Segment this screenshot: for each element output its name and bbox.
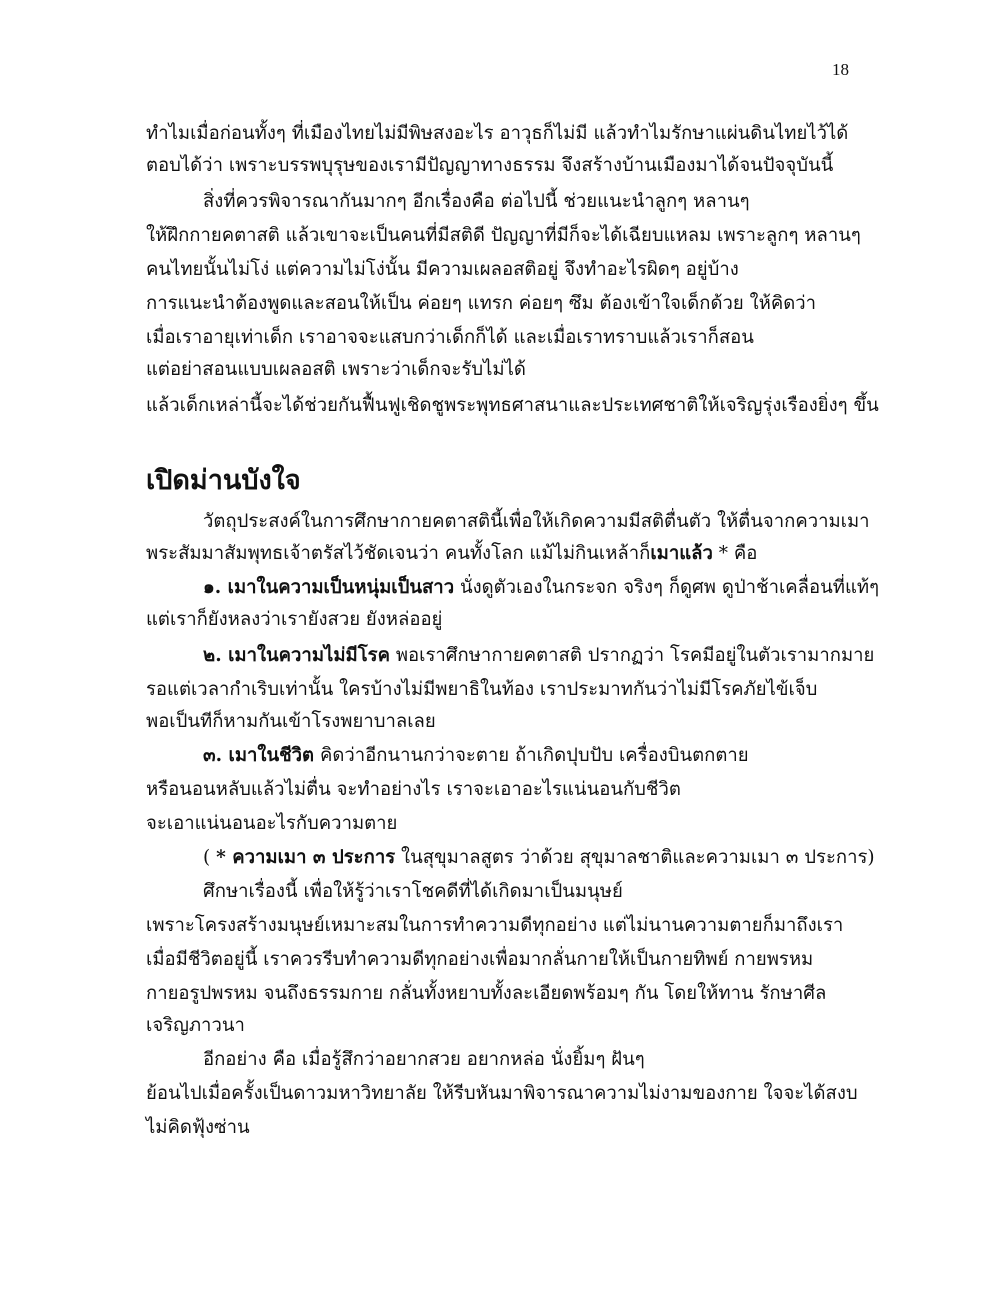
text-line: เมื่อเราอายุเท่าเด็ก เราอาจจะแสบกว่าเด็กก็ได้ และเมื่อเราทราบแล้วเราก็สอน — [146, 327, 754, 348]
text-line: ให้ฝึกกายคตาสติ แล้วเขาจะเป็นคนที่มีสติดี ปัญญาที่มีก็จะได้เฉียบแหลม เพราะลูกๆ หลานๆ — [146, 225, 861, 246]
text-line: การแนะนำต้องพูดและสอนให้เป็น ค่อยๆ แทรก ค่อยๆ ซึม ต้องเข้าใจเด็กด้วย ให้คิดว่า — [146, 293, 817, 314]
list-item: ๒. เมาในความไม่มีโรค พอเราศึกษากายคตาสติ ปรากฏว่า โรคมีอยู่ในตัวเรามากมาย — [203, 645, 875, 666]
emphasis: เมาแล้ว — [650, 543, 713, 564]
text-line: ไม่คิดฟุ้งซ่าน — [146, 1117, 250, 1138]
text-line: กายอรูปพรหม จนถึงธรรมกาย กลั่นทั้งหยาบทั้งละเอียดพร้อมๆ กัน โดยให้ทาน รักษาศีล — [146, 983, 827, 1004]
text-line: พระสัมมาสัมพุทธเจ้าตรัสไว้ชัดเจนว่า คนทั้งโลก แม้ไม่กินเหล้าก็เมาแล้ว * คือ — [146, 543, 758, 564]
list-item-heading: ๑. เมาในความเป็นหนุ่มเป็นสาว — [203, 577, 455, 598]
text-line: สิ่งที่ควรพิจารณากันมากๆ อีกเรื่องคือ ต่อไปนี้ ช่วยแนะนำลูกๆ หลานๆ — [203, 191, 750, 212]
text-line: ทำไมเมื่อก่อนทั้งๆ ที่เมืองไทยไม่มีพิษสงอะไร อาวุธก็ไม่มี แล้วทำไมรักษาแผ่นดินไทยไว้ได้ — [146, 123, 849, 144]
text-line: อีกอย่าง คือ เมื่อรู้สึกว่าอยากสวย อยากหล่อ นั่งยิ้มๆ ฝันๆ — [203, 1049, 645, 1070]
page-number: 18 — [832, 60, 849, 79]
text-line: แล้วเด็กเหล่านี้จะได้ช่วยกันฟื้นฟูเชิดชูพระพุทธศาสนาและประเทศชาติให้เจริญรุ่งเรืองยิ่งๆ ขึ้น — [146, 395, 879, 416]
text-line: จะเอาแน่นอนอะไรกับความตาย — [146, 813, 398, 834]
text-line: แต่เราก็ยังหลงว่าเรายังสวย ยังหล่ออยู่ — [146, 609, 443, 630]
text-line: วัตถุประสงค์ในการศึกษากายคตาสตินี้เพื่อให้เกิดความมีสติตื่นตัว ให้ตื่นจากความเมา — [203, 511, 870, 532]
text-line: เมื่อมีชีวิตอยู่นี้ เราควรรีบทำความดีทุกอย่างเพื่อมากลั่นกายให้เป็นกายทิพย์ กายพรหม — [146, 949, 814, 970]
list-item-heading: ๓. เมาในชีวิต — [203, 745, 315, 766]
text-line: หรือนอนหลับแล้วไม่ตื่น จะทำอย่างไร เราจะเอาอะไรแน่นอนกับชีวิต — [146, 779, 681, 800]
footnote: ( * ความเมา ๓ ประการ ในสุขุมาลสูตร ว่าด้วย สุขุมาลชาติและความเมา ๓ ประการ) — [203, 847, 875, 868]
text-line: เจริญภาวนา — [146, 1015, 245, 1036]
text-line: คนไทยนั้นไม่โง่ แต่ความไม่โง่นั้น มีความเผลอสติอยู่ จึงทำอะไรผิดๆ อยู่บ้าง — [146, 259, 739, 280]
footnote-heading: * ความเมา ๓ ประการ — [216, 847, 396, 868]
text-line: ตอบได้ว่า เพราะบรรพบุรุษของเรามีปัญญาทางธรรม จึงสร้างบ้านเมืองมาได้จนปัจจุบันนี้ — [146, 155, 834, 176]
text-line: เพราะโครงสร้างมนุษย์เหมาะสมในการทำความดีทุกอย่าง แต่ไม่นานความตายก็มาถึงเรา — [146, 915, 844, 936]
section-title: เปิดม่านบังใจ — [146, 465, 301, 496]
text-line: รอแต่เวลากำเริบเท่านั้น ใครบ้างไม่มีพยาธิในท้อง เราประมาทกันว่าไม่มีโรคภัยไข้เจ็บ — [146, 679, 818, 700]
text-line: แต่อย่าสอนแบบเผลอสติ เพราะว่าเด็กจะรับไม่ได้ — [146, 359, 526, 380]
text-line: ย้อนไปเมื่อครั้งเป็นดาวมหาวิทยาลัย ให้รีบหันมาพิจารณาความไม่งามของกาย ใจจะได้สงบ — [146, 1083, 858, 1104]
list-item: ๑. เมาในความเป็นหนุ่มเป็นสาว นั่งดูตัวเองในกระจก จริงๆ ก็ดูศพ ดูป่าช้าเคลื่อนที่แท้ๆ — [203, 577, 880, 598]
list-item: ๓. เมาในชีวิต คิดว่าอีกนานกว่าจะตาย ถ้าเกิดปุบปับ เครื่องบินตกตาย — [203, 745, 749, 766]
text-line: ศึกษาเรื่องนี้ เพื่อให้รู้ว่าเราโชคดีที่ได้เกิดมาเป็นมนุษย์ — [203, 881, 623, 902]
list-item-heading: ๒. เมาในความไม่มีโรค — [203, 645, 390, 666]
text-line: พอเป็นทีก็หามกันเข้าโรงพยาบาลเลย — [146, 711, 436, 732]
